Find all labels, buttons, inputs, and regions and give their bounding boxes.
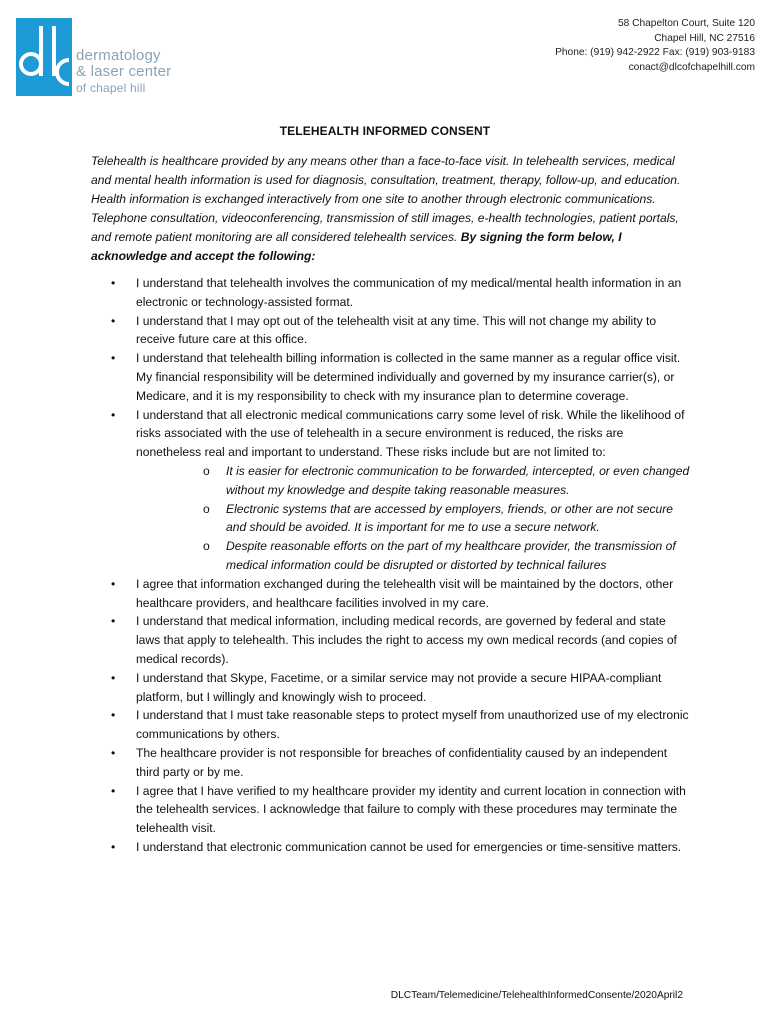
logo-text [76,48,171,96]
list-item: • I understand that electronic communication cannot be used for emergencies or time-sensitive matters. [111,839,682,854]
logo-line3: of chapel hill [76,81,146,95]
sub-list-item: o Electronic systems that are accessed by employers, friends, or other are not secure and should be avoided. It is important for me to use a secure network. [203,501,673,535]
address-block [555,17,755,75]
phone-fax: Phone: (919) 942-2922 Fax: (919) 903-9183 [555,47,755,58]
list-item: • The healthcare provider is not responsible for breaches of confidentiality caused by an independent third party or by me. [111,745,668,779]
logo-line1: dermatology [76,47,161,64]
intro-text: Telehealth is healthcare provided by any means other than a face-to-face visit. In telehealth services, medical and mental health information is used for diagnosis, consultation, treatment, therapy, follow-up, and education. Health information is exchanged interactively from one site to another through electronic communications. Telephone consultation, videoconferencing, transmission of still images, e-health technologies, patient portals, and remote patient monitoring are all considered telehealth services. [91,154,681,244]
list-item: • I understand that telehealth involves the communication of my medical/mental health information in an electronic or technology-assisted format. [111,276,682,309]
list-item: • I agree that information exchanged during the telehealth visit will be maintained by the doctors, other healthcare providers, and healthcare facilities involved in my care. [111,576,674,610]
logo-line2: & laser center [76,63,172,80]
email: conact@dlcofchapelhill.com [628,61,755,73]
sub-list-item: o It is easier for electronic communication to be forwarded, intercepted, or even changed without my knowledge and despite taking reasonable measures. [203,463,690,497]
list-item: • I understand that telehealth billing information is collected in the same manner as a regular office visit. My financial responsibility will be determined individually and governed by my insurance carrier(s), or Medicare, and it is my responsibility to check with my insurance plan to determine coverage. [111,351,681,403]
intro-paragraph [91,152,681,266]
list-item: • I agree that I have verified to my healthcare provider my identity and current location in connection with the telehealth services. I acknowledge that failure to comply with these procedures may terminate the telehealth visit. [111,783,686,836]
address-line: 58 Chapelton Court, Suite 120 [617,18,755,29]
footer-path: DLCTeam/Telemedicine/TelehealthInformedConsente/2020April2 [390,990,683,1001]
list-item: • I understand that medical information, including medical records, are governed by federal and state laws that apply to telehealth. This includes the right to access my own medical records (and copies of medical records). [111,614,677,666]
list-item: • I understand that all electronic medical communications carry some level of risk. While the likelihood of risks associated with the use of telehealth in a secure environment is reduced, the risks are nonetheless real and important to understand. These risks include but are not limited to: o It is easier for electronic communication to be forwarded, intercepted, or even changed without my knowledge and despite taking reasonable measures. o Electronic systems that are accessed by employers, friends, or other are not secure and should be avoided. It is important for me to use a secure network. o Despite reasonable efforts on the part of my healthcare provider, the transmission of medical information could be disrupted or distorted by technical failures [91,406,691,575]
risk-sublist [136,462,691,575]
list-item: • I understand that I may opt out of the telehealth visit at any time. This will not change my ability to receive future care at this office. [111,313,657,347]
sub-list-item: o Despite reasonable efforts on the part of my healthcare provider, the transmission of medical information could be disrupted or distorted by technical failures [203,539,676,572]
list-item: • I understand that Skype, Facetime, or a similar service may not provide a secure HIPAA-compliant platform, but I willingly and knowingly wish to proceed. [111,670,662,704]
list-item: • I understand that I must take reasonable steps to protect myself from unauthorized use of my electronic communications by others. [111,708,689,742]
page-title: TELEHEALTH INFORMED CONSENT [279,124,491,138]
intro-bold: By signing the form below, I acknowledge and accept the following: [91,230,622,263]
logo-mark [16,18,72,96]
address-line: Chapel Hill, NC 27516 [654,32,755,44]
consent-list [91,274,691,857]
logo [16,18,216,108]
